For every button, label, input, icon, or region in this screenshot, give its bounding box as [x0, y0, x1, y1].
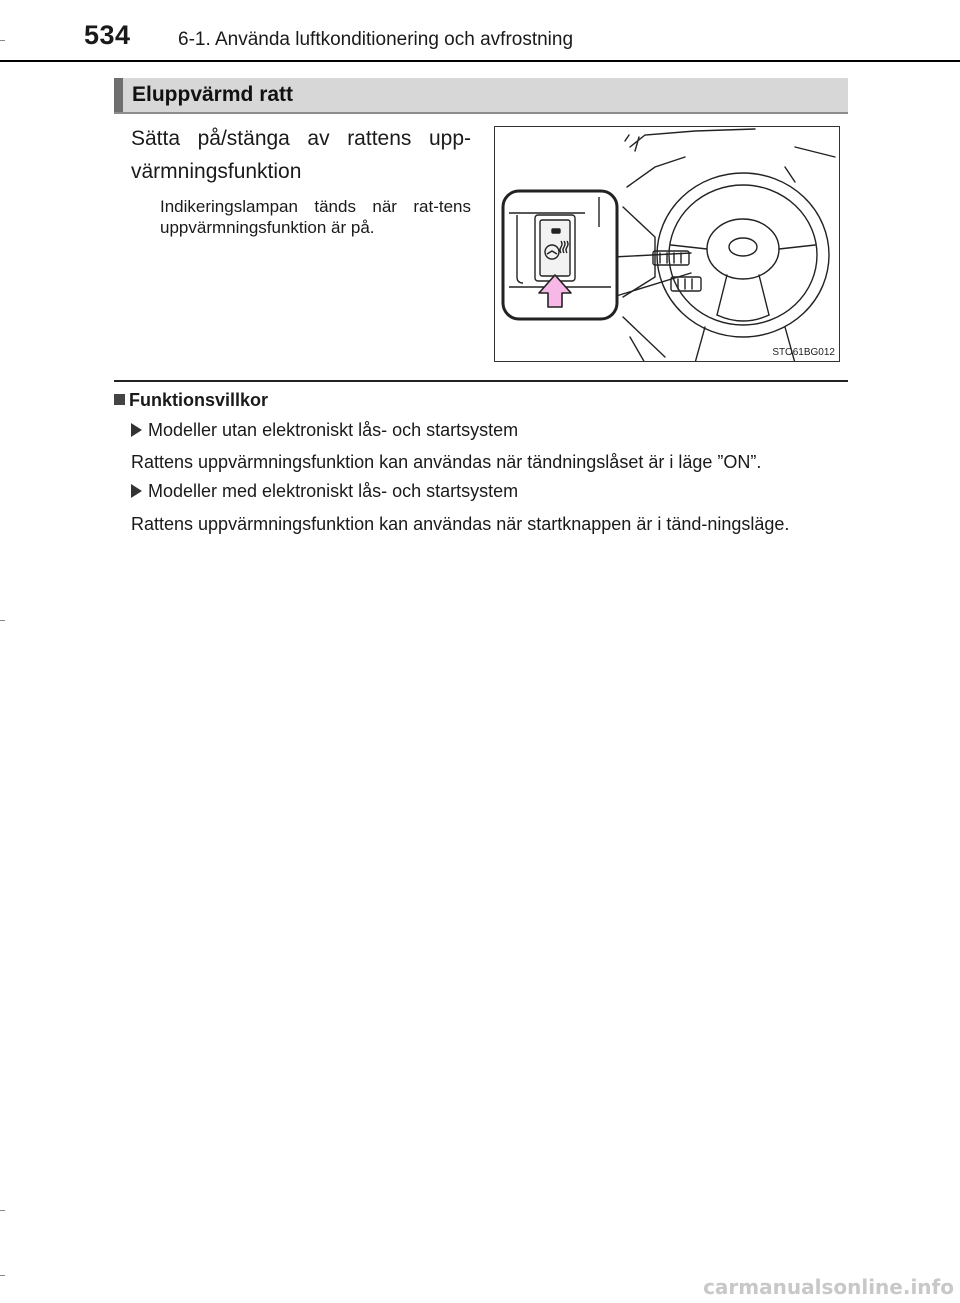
header-rule	[0, 60, 960, 62]
triangle-bullet-icon	[131, 423, 142, 437]
triangle-bullet-icon	[131, 484, 142, 498]
square-bullet-icon	[114, 394, 125, 405]
crop-mark	[0, 1210, 5, 1211]
crop-mark	[0, 40, 5, 41]
lead-instruction: Sätta på/stänga av rattens upp-värmningsfunktion	[131, 127, 471, 183]
section-title-bar	[114, 78, 848, 114]
model-with-smart-key	[131, 481, 518, 502]
model-label: Modeller utan elektroniskt lås- och startsystem	[148, 420, 519, 440]
watermark: carmanualsonline.info	[703, 1275, 954, 1299]
conditions-heading-text: Funktionsvillkor	[129, 390, 269, 410]
chapter-title: 6-1. Använda luftkonditionering och avfrostning	[178, 29, 574, 50]
model-label: Modeller med elektroniskt lås- och startsystem	[148, 481, 519, 501]
page-number: 534	[84, 20, 131, 50]
indicator-note: Indikeringslampan tänds när rat-tens uppvärmningsfunktion är på.	[160, 197, 471, 237]
conditions-heading	[114, 390, 268, 411]
condition-text: Rattens uppvärmningsfunktion kan användas när tändningslåset är i läge ”ON”.	[131, 452, 762, 472]
section-divider	[114, 380, 848, 382]
condition-text: Rattens uppvärmningsfunktion kan användas när startknappen är i tänd-ningsläge.	[131, 514, 790, 534]
section-accent	[114, 78, 123, 112]
figure-code: STO61BG012	[772, 347, 835, 358]
section-title: Eluppvärmd ratt	[132, 83, 294, 106]
steering-wheel-figure	[494, 126, 840, 362]
steering-heater-illustration	[495, 127, 840, 362]
crop-mark	[0, 1275, 5, 1276]
crop-mark	[0, 620, 5, 621]
model-without-smart-key	[131, 420, 518, 441]
